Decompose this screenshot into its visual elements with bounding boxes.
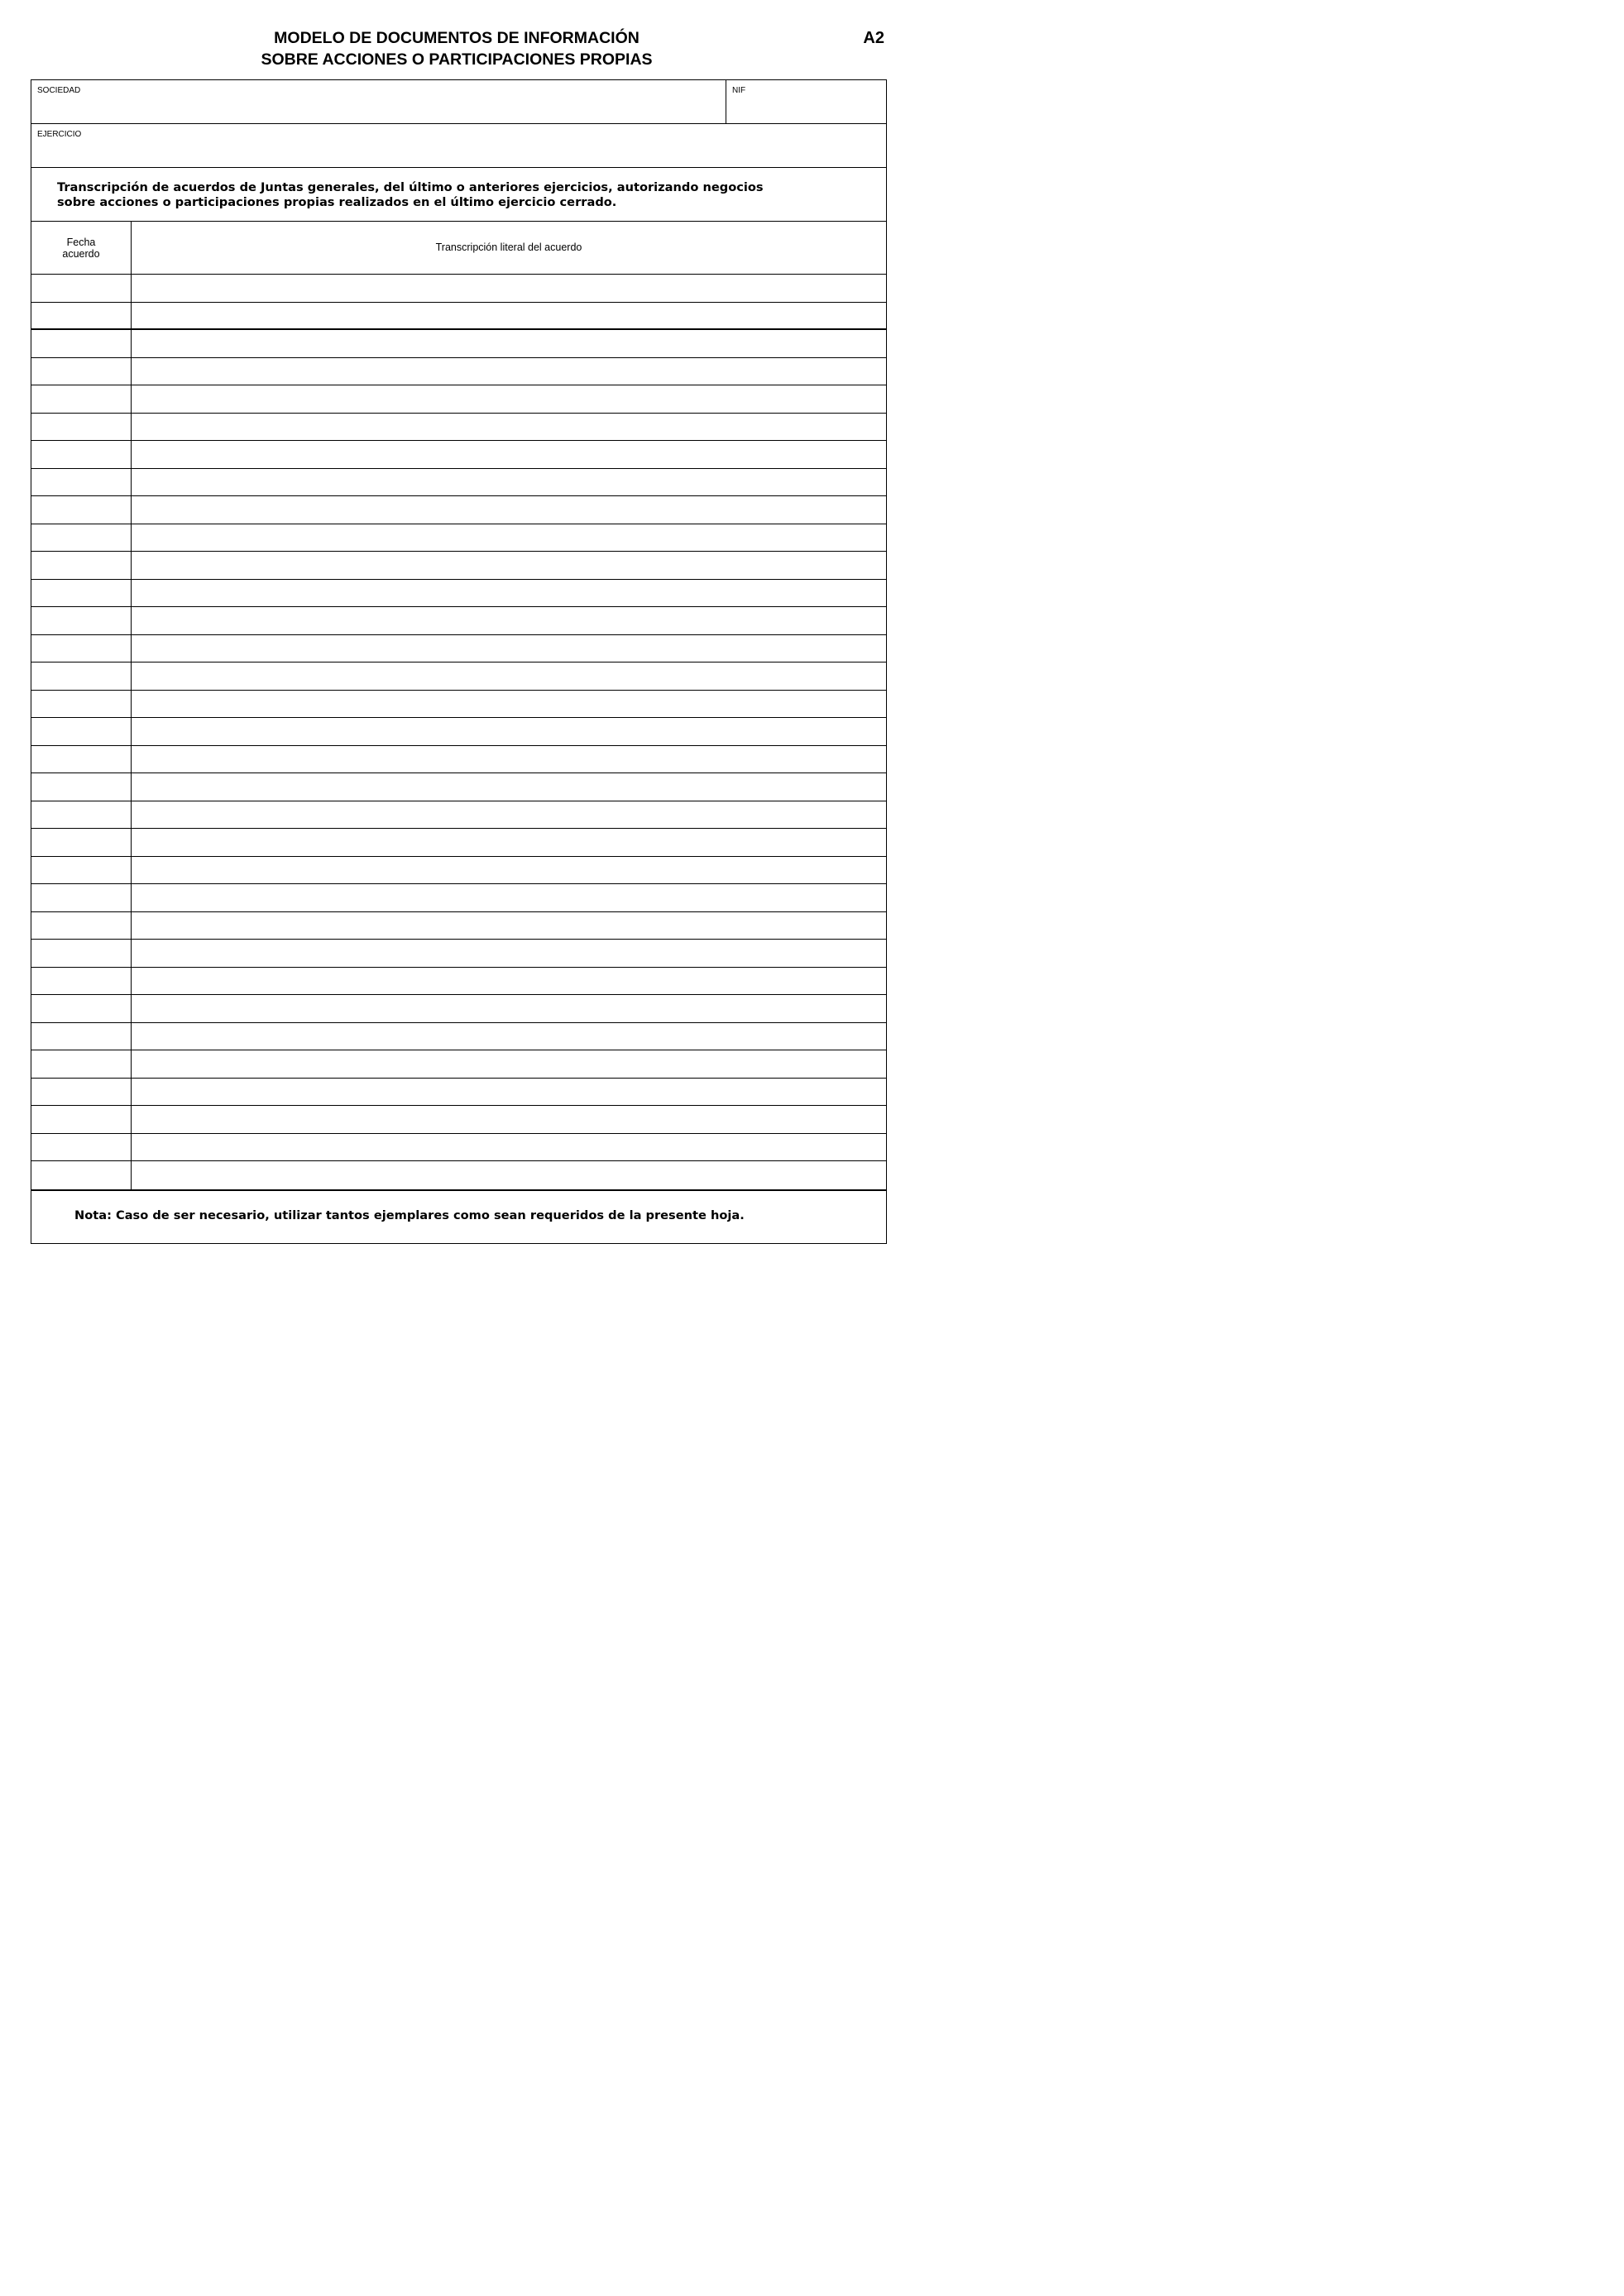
table-row	[31, 524, 886, 552]
table-row	[31, 912, 886, 940]
transcripcion-cell[interactable]	[132, 385, 886, 413]
table-row	[31, 1161, 886, 1189]
transcripcion-cell[interactable]	[132, 580, 886, 607]
transcripcion-cell[interactable]	[132, 718, 886, 745]
table-row	[31, 552, 886, 580]
table-row	[31, 1134, 886, 1162]
table-row	[31, 330, 886, 358]
form-code: A2	[863, 29, 884, 47]
fecha-cell[interactable]	[31, 801, 132, 829]
table-row	[31, 691, 886, 719]
fecha-cell[interactable]	[31, 607, 132, 634]
transcripcion-cell[interactable]	[132, 662, 886, 690]
transcripcion-cell[interactable]	[132, 496, 886, 524]
agreements-table	[31, 275, 886, 1191]
table-row	[31, 718, 886, 746]
fecha-cell[interactable]	[31, 940, 132, 967]
fecha-cell[interactable]	[31, 552, 132, 579]
sociedad-label: SOCIEDAD	[37, 86, 81, 95]
ejercicio-row[interactable]	[31, 124, 886, 168]
fecha-cell[interactable]	[31, 1050, 132, 1078]
footer-note: Nota: Caso de ser necesario, utilizar tantos ejemplares como sean requeridos de la presente hoja.	[74, 1208, 745, 1222]
table-row	[31, 801, 886, 830]
column-header-fecha-line2: acuerdo	[62, 248, 100, 260]
transcripcion-cell[interactable]	[132, 884, 886, 911]
description-line1: Transcripción de acuerdos de Juntas generales, del último o anteriores ejercicios, autorizando negocios	[57, 180, 764, 194]
fecha-cell[interactable]	[31, 912, 132, 940]
transcripcion-cell[interactable]	[132, 1161, 886, 1189]
transcripcion-cell[interactable]	[132, 635, 886, 662]
column-header-transcripcion: Transcripción literal del acuerdo	[435, 242, 582, 253]
transcripcion-cell[interactable]	[132, 1079, 886, 1106]
fecha-cell[interactable]	[31, 330, 132, 357]
fecha-cell[interactable]	[31, 746, 132, 773]
table-row	[31, 829, 886, 857]
table-row	[31, 1050, 886, 1079]
fecha-cell[interactable]	[31, 662, 132, 690]
fecha-cell[interactable]	[31, 496, 132, 524]
column-header-fecha	[31, 222, 132, 274]
fecha-cell[interactable]	[31, 884, 132, 911]
transcripcion-cell[interactable]	[132, 746, 886, 773]
transcripcion-cell[interactable]	[132, 524, 886, 552]
nif-label: NIF	[732, 86, 746, 95]
transcripcion-cell[interactable]	[132, 773, 886, 801]
form-body	[31, 79, 887, 1244]
transcripcion-cell[interactable]	[132, 1134, 886, 1161]
fecha-cell[interactable]	[31, 857, 132, 884]
transcripcion-cell[interactable]	[132, 829, 886, 856]
ejercicio-label: EJERCICIO	[37, 130, 82, 139]
fecha-cell[interactable]	[31, 995, 132, 1022]
transcripcion-cell[interactable]	[132, 1106, 886, 1133]
fecha-cell[interactable]	[31, 469, 132, 496]
table-row	[31, 441, 886, 469]
fecha-cell[interactable]	[31, 829, 132, 856]
fecha-cell[interactable]	[31, 303, 132, 329]
transcripcion-cell[interactable]	[132, 940, 886, 967]
transcripcion-cell[interactable]	[132, 330, 886, 357]
fecha-cell[interactable]	[31, 1023, 132, 1050]
table-header	[31, 222, 886, 275]
fecha-cell[interactable]	[31, 1134, 132, 1161]
table-row	[31, 635, 886, 663]
transcripcion-cell[interactable]	[132, 441, 886, 468]
fecha-cell[interactable]	[31, 580, 132, 607]
transcripcion-cell[interactable]	[132, 552, 886, 579]
table-row	[31, 1023, 886, 1051]
description-row	[31, 168, 886, 222]
table-row	[31, 385, 886, 414]
transcripcion-cell[interactable]	[132, 1050, 886, 1078]
transcripcion-cell[interactable]	[132, 801, 886, 829]
fecha-cell[interactable]	[31, 385, 132, 413]
table-row	[31, 275, 886, 303]
fecha-cell[interactable]	[31, 691, 132, 718]
table-row	[31, 995, 886, 1023]
table-row	[31, 662, 886, 691]
description-line2: sobre acciones o participaciones propias realizados en el último ejercicio cerrado.	[57, 195, 617, 209]
fecha-cell[interactable]	[31, 968, 132, 995]
table-row	[31, 857, 886, 885]
table-row	[31, 496, 886, 524]
nif-cell[interactable]	[726, 80, 888, 123]
fecha-cell[interactable]	[31, 358, 132, 385]
fecha-cell[interactable]	[31, 635, 132, 662]
form-header	[0, 27, 913, 77]
table-row	[31, 773, 886, 801]
transcripcion-cell[interactable]	[132, 469, 886, 496]
table-row	[31, 358, 886, 386]
table-row	[31, 414, 886, 442]
form-title-line2: SOBRE ACCIONES O PARTICIPACIONES PROPIAS	[261, 50, 653, 69]
table-row	[31, 469, 886, 497]
table-row	[31, 580, 886, 608]
table-row	[31, 303, 886, 331]
transcripcion-cell[interactable]	[132, 414, 886, 441]
transcripcion-cell[interactable]	[132, 275, 886, 302]
sociedad-row	[31, 80, 886, 124]
form-title-line1: MODELO DE DOCUMENTOS DE INFORMACIÓN	[274, 29, 640, 47]
transcripcion-cell[interactable]	[132, 358, 886, 385]
transcripcion-cell[interactable]	[132, 1023, 886, 1050]
fecha-cell[interactable]	[31, 524, 132, 552]
column-header-fecha-line1: Fecha	[66, 237, 96, 248]
table-row	[31, 607, 886, 635]
fecha-cell[interactable]	[31, 1106, 132, 1133]
table-row	[31, 746, 886, 774]
transcripcion-cell[interactable]	[132, 303, 886, 329]
fecha-cell[interactable]	[31, 441, 132, 468]
fecha-cell[interactable]	[31, 1079, 132, 1106]
fecha-cell[interactable]	[31, 773, 132, 801]
table-row	[31, 1079, 886, 1107]
fecha-cell[interactable]	[31, 1161, 132, 1189]
table-row	[31, 884, 886, 912]
transcripcion-cell[interactable]	[132, 607, 886, 634]
description-text	[57, 180, 764, 210]
fecha-cell[interactable]	[31, 275, 132, 302]
transcripcion-cell[interactable]	[132, 691, 886, 718]
transcripcion-cell[interactable]	[132, 857, 886, 884]
table-row	[31, 940, 886, 968]
table-row	[31, 968, 886, 996]
fecha-cell[interactable]	[31, 718, 132, 745]
transcripcion-cell[interactable]	[132, 912, 886, 940]
fecha-cell[interactable]	[31, 414, 132, 441]
transcripcion-cell[interactable]	[132, 995, 886, 1022]
sociedad-field[interactable]	[31, 80, 726, 123]
table-row	[31, 1106, 886, 1134]
transcripcion-cell[interactable]	[132, 968, 886, 995]
